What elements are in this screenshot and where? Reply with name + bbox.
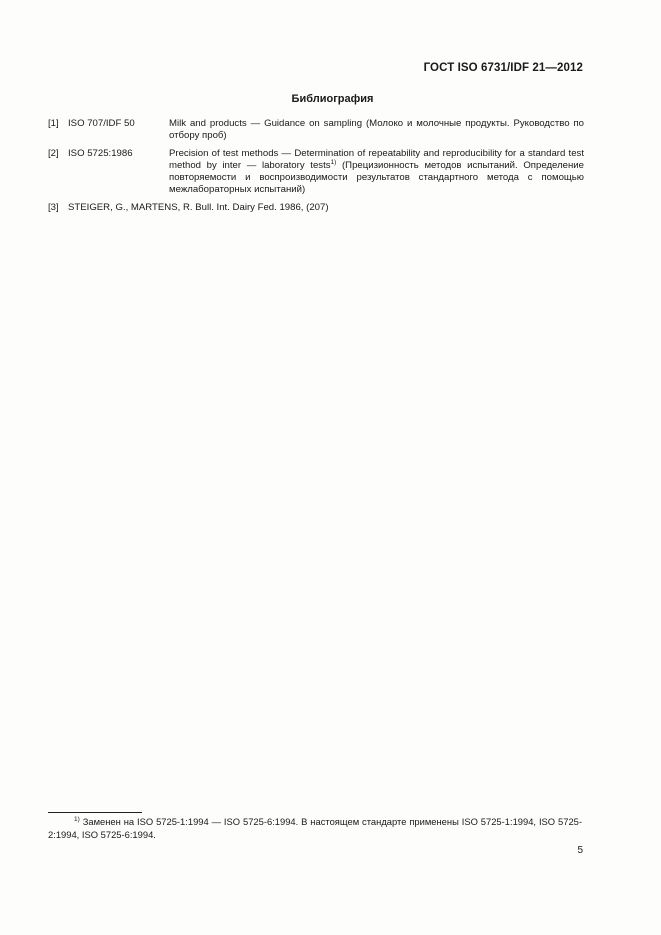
bibliography-entry-2 [48,148,584,196]
entry-description-main: Precision of test methods — Determination of repeatability and reproducibility for a standard test method by inter — laboratory tests [169,148,584,171]
bibliography-title: Библиография [291,93,374,105]
bibliography-list [48,118,584,220]
entry-description-translation: (Прецизионность методов испытаний. Определение повторяемости и воспроизводимости результатов стандартного метода с помощью межлабораторных испытаний) [169,160,584,195]
entry-number: [3] [48,202,59,213]
bibliography-entry-1 [48,118,584,142]
footnote-mark: 1) [74,816,80,823]
entry-number: [1] [48,118,59,129]
entry-standard: ISO 707/IDF 50 [68,118,135,129]
entry-description [169,148,584,196]
entry-number: [2] [48,148,59,159]
footnote-reference: 1) [330,159,337,166]
footnote-divider [48,812,142,813]
entry-description: STEIGER, G., MARTENS, R. Bull. Int. Dairy Fed. 1986, (207) [68,202,329,213]
entry-standard: ISO 5725:1986 [68,148,133,159]
entry-description: Milk and products — Guidance on sampling (Молоко и молочные продукты. Руководство по отбору проб) [169,118,584,141]
bibliography-entry-3 [48,202,584,214]
page-number: 5 [577,845,583,856]
footnote [48,816,582,841]
document-code-header: ГОСТ ISO 6731/IDF 21—2012 [423,62,583,74]
footnote-text: Заменен на ISO 5725-1:1994 — ISO 5725-6:1994. В настоящем стандарте применены ISO 5725-1:1994, ISO 5725-2:1994, ISO 5725-6:1994. [48,816,582,840]
